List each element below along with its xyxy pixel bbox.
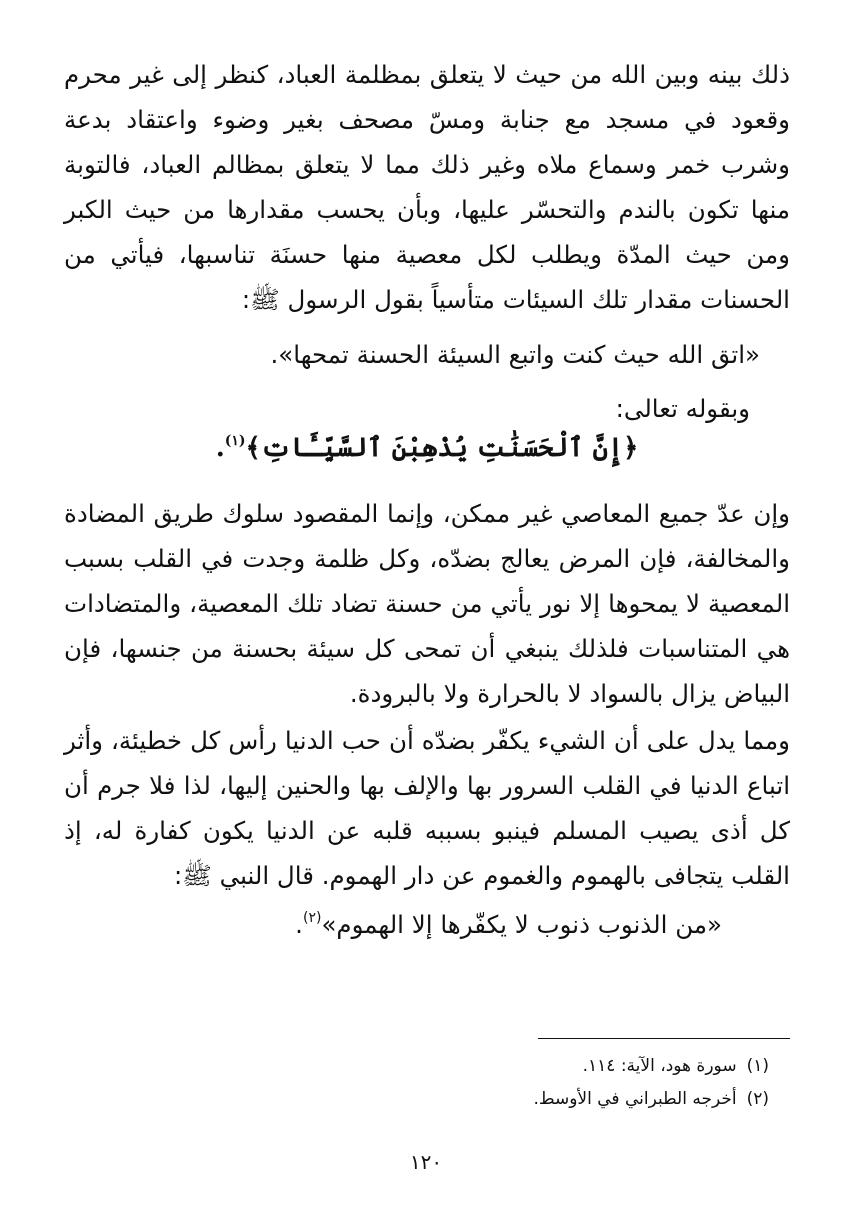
footnotes (64, 1050, 769, 1116)
hadith-quote-1: «اتق الله حيث كنت واتبع السيئة الحسنة تمحها». (270, 340, 760, 369)
paragraph-2: وإن عدّ جميع المعاصي غير ممكن، وإنما المقصود سلوك طريق المضادة والمخالفة، فإن المرض يعالج بضدّه، وكل ظلمة وجدت في القلب بسبب المعصية لا يمحوها إلا نور يأتي من حسنة تضاد تلك المعصية، والمتضادات هي المتناسبات فلذلك ينبغي أن تمحى كل سيئة بحسنة من جنسها، فإن البياض يزال بالسواد لا بالحرارة ولا بالبرودة. (64, 499, 790, 708)
page-body (64, 52, 790, 948)
hadith-quote-2-text: «من الذنوب ذنوب لا يكفّرها إلا الهموم» (321, 910, 722, 939)
paragraph-1: ذلك بينه وبين الله من حيث لا يتعلق بمظلمة العباد، كنظر إلى غير محرم وقعود في مسجد مع جنابة ومسّ مصحف بغير وضوء واعتقاد بدعة وشرب خمر وسماع ملاه وغير ذلك مما لا يتعلق بمظالم العباد، فالتوبة منها تكون بالندم والتحسّر عليها، وبأن يحسب مقدارها من حيث الكبر ومن حيث المدّة ويطلب لكل معصية منها حسنَة تناسبها، فيأتي من الحسنات مقدار تلك السيئات متأسياً بقول الرسول ﷺ: (64, 60, 790, 314)
page-number: ١٢٠ (409, 1150, 443, 1174)
quran-verse (64, 427, 790, 469)
paragraph-3: ومما يدل على أن الشيء يكفّر بضدّه أن حب الدنيا رأس كل خطيئة، وأثر اتباع الدنيا في القلب السرور بها والإلف بها والحنين إليها، لذا فلا جرم أن كل أذى يصيب المسلم فينبو بسببه قلبه عن الدنيا يكون كفارة له، إذ القلب يتجافى بالهموم والغموم عن دار الهموم. قال النبي ﷺ: (64, 726, 790, 890)
footnote-ref-1: (١) (224, 433, 246, 449)
footnote-ref-2: (٢) (302, 910, 322, 926)
footnote-divider (538, 1038, 790, 1039)
footnote-number: (١) (746, 1056, 769, 1076)
verse-intro: وبقوله تعالى: (615, 394, 750, 423)
footnote-item (64, 1050, 769, 1083)
quran-verse-text: ﴿إِنَّ ٱلْحَسَنَٰتِ يُذْهِبْنَ ٱلسَّيِّـَٔاتِ﴾ (245, 433, 639, 463)
footnote-number: (٢) (746, 1089, 769, 1109)
hadith-2-end-punctuation: . (295, 910, 303, 939)
footnote-item (64, 1083, 769, 1116)
hadith-quote-2 (64, 902, 790, 948)
footnote-text: سورة هود، الآية: ١١٤. (582, 1056, 737, 1076)
footnote-text: أخرجه الطبراني في الأوسط. (533, 1089, 737, 1109)
verse-end-punctuation: . (215, 433, 225, 463)
